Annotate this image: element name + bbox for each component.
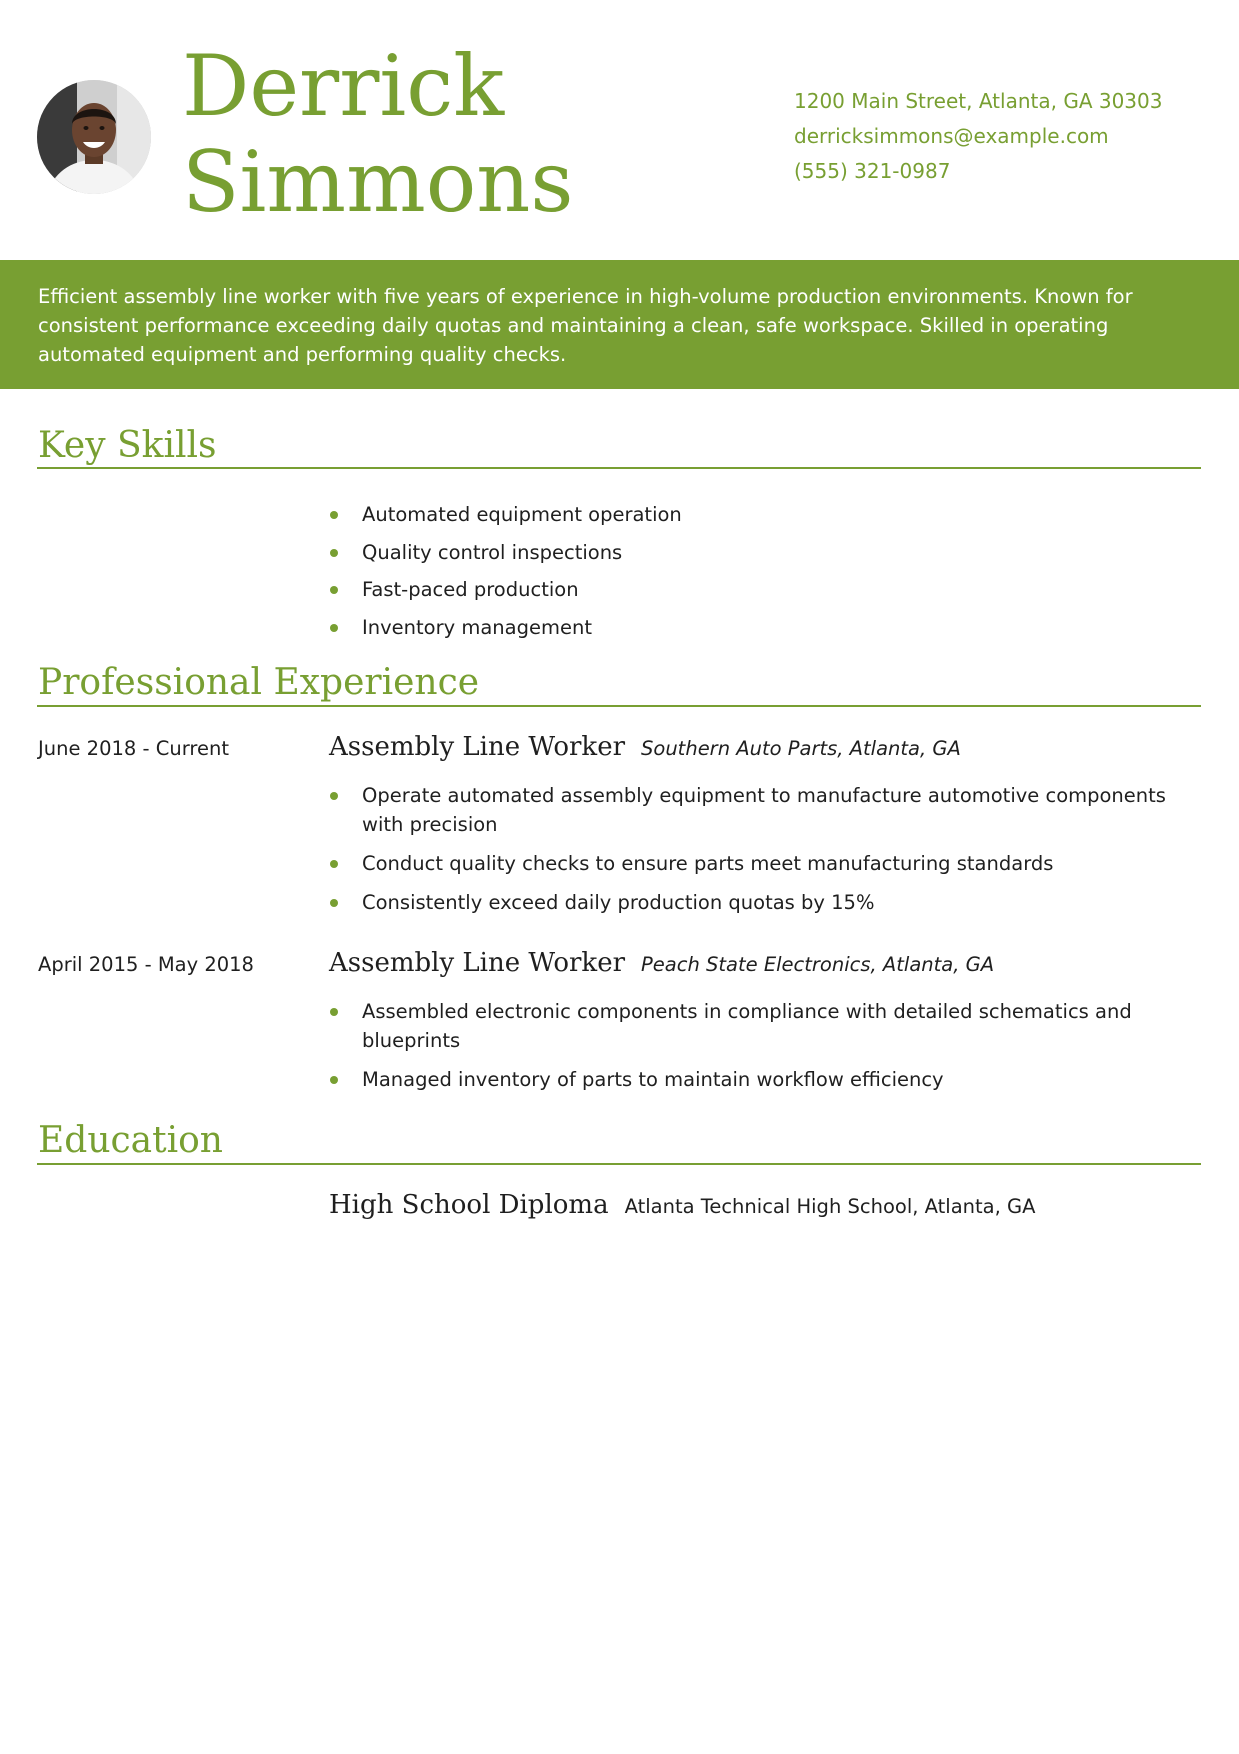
job-heading — [329, 948, 994, 978]
skill-text: Automated equipment operation — [362, 503, 682, 526]
profile-photo-icon — [37, 80, 151, 194]
bullet-icon — [330, 860, 338, 868]
list-item — [330, 781, 1210, 839]
list-item — [330, 496, 1210, 534]
bullet-icon — [330, 624, 338, 632]
job-title: Assembly Line Worker — [329, 732, 626, 762]
job-company: Southern Auto Parts, Atlanta, GA — [641, 737, 961, 760]
job-bullet-text: Conduct quality checks to ensure parts meet manufacturing standards — [362, 852, 1054, 875]
bullet-icon — [330, 511, 338, 519]
section-divider — [37, 705, 1201, 707]
list-item — [330, 1065, 1210, 1094]
list-item — [330, 849, 1210, 878]
bullet-icon — [330, 792, 338, 800]
job-bullets — [330, 997, 1210, 1094]
job-bullet-text: Consistently exceed daily production quotas by 15% — [362, 891, 875, 914]
section-title-experience: Professional Experience — [38, 662, 480, 703]
job-dates: April 2015 - May 2018 — [38, 953, 254, 976]
job-heading — [329, 732, 961, 762]
bullet-icon — [330, 899, 338, 907]
bullet-icon — [330, 549, 338, 557]
list-item — [330, 888, 1210, 917]
last-name: Simmons — [182, 133, 574, 231]
job-title: Assembly Line Worker — [329, 948, 626, 978]
summary-text: Efficient assembly line worker with five years of experience in high-volume production environments. Known for consistent performance exceeding daily quotas and maintaining a clean, safe workspace. Skilled in operating automated equipment and performing quality checks. — [38, 285, 1133, 366]
summary-band — [0, 260, 1239, 389]
list-item — [330, 609, 1210, 647]
bullet-icon — [330, 1076, 338, 1084]
bullet-icon — [330, 586, 338, 594]
phone: (555) 321-0987 — [794, 159, 951, 183]
education-entry — [329, 1190, 1035, 1220]
skill-text: Quality control inspections — [362, 540, 623, 564]
section-title-education: Education — [38, 1120, 223, 1161]
section-title-skills: Key Skills — [38, 425, 217, 466]
skill-text: Inventory management — [362, 615, 592, 639]
address: 1200 Main Street, Atlanta, GA 30303 — [794, 89, 1163, 113]
section-divider — [37, 1163, 1201, 1165]
school: Atlanta Technical High School, Atlanta, GA — [624, 1195, 1036, 1218]
job-bullet-text: Operate automated assembly equipment to manufacture automotive components with precision — [362, 784, 1166, 836]
degree: High School Diploma — [329, 1190, 609, 1220]
list-item — [330, 534, 1210, 572]
avatar — [37, 80, 151, 194]
contact-info — [794, 84, 1162, 189]
job-bullets — [330, 781, 1210, 917]
job-bullet-text: Managed inventory of parts to maintain workflow efficiency — [362, 1068, 944, 1091]
job-bullet-text: Assembled electronic components in compliance with detailed schematics and blueprints — [362, 1000, 1132, 1052]
job-company: Peach State Electronics, Atlanta, GA — [641, 953, 995, 976]
first-name: Derrick — [182, 37, 505, 135]
list-item — [330, 997, 1210, 1055]
candidate-name — [182, 38, 574, 230]
job-dates: June 2018 - Current — [38, 737, 229, 760]
email: derricksimmons@example.com — [794, 124, 1109, 148]
skill-text: Fast-paced production — [362, 578, 579, 601]
bullet-icon — [330, 1008, 338, 1016]
skills-list — [330, 496, 1210, 646]
section-divider — [37, 467, 1201, 469]
list-item — [330, 571, 1210, 609]
